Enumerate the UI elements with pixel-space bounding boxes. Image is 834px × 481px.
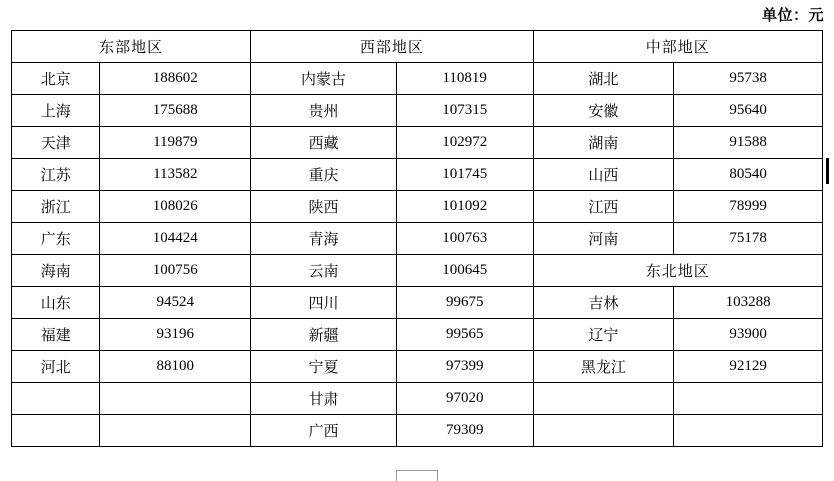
table-row [12,159,823,191]
northeast-value: 92129 [674,351,823,383]
west-value: 110819 [396,63,533,95]
central-name: 山西 [533,159,674,191]
east-name: 海南 [12,255,100,287]
central-filler [533,383,674,415]
central-filler [674,383,823,415]
east-name: 江苏 [12,159,100,191]
west-value: 99565 [396,319,533,351]
west-name: 陕西 [251,191,397,223]
regional-wage-table [11,30,823,447]
east-value: 88100 [100,351,251,383]
east-value: 94524 [100,287,251,319]
central-name: 江西 [533,191,674,223]
central-value: 95738 [674,63,823,95]
east-value: 100756 [100,255,251,287]
east-value: 104424 [100,223,251,255]
west-value: 101092 [396,191,533,223]
east-name: 浙江 [12,191,100,223]
table-row [12,127,823,159]
east-name: 河北 [12,351,100,383]
west-name: 新疆 [251,319,397,351]
table-row [12,287,823,319]
northeast-value: 103288 [674,287,823,319]
east-filler [100,415,251,447]
region-header-northeast: 东北地区 [533,255,822,287]
east-name: 福建 [12,319,100,351]
table-row [12,255,823,287]
central-filler [674,415,823,447]
central-name: 河南 [533,223,674,255]
northeast-value: 93900 [674,319,823,351]
east-value: 119879 [100,127,251,159]
west-value: 100763 [396,223,533,255]
central-value: 95640 [674,95,823,127]
table-row [12,319,823,351]
central-value: 80540 [674,159,823,191]
west-value: 100645 [396,255,533,287]
west-value: 102972 [396,127,533,159]
west-value: 101745 [396,159,533,191]
west-value: 97020 [396,383,533,415]
west-value: 99675 [396,287,533,319]
table-row [12,351,823,383]
table-row [12,191,823,223]
west-value: 79309 [396,415,533,447]
east-value: 188602 [100,63,251,95]
table-row [12,63,823,95]
east-name: 北京 [12,63,100,95]
central-name: 湖南 [533,127,674,159]
table-row [12,415,823,447]
table-row [12,95,823,127]
east-value: 113582 [100,159,251,191]
west-name: 内蒙古 [251,63,397,95]
central-value: 91588 [674,127,823,159]
east-name: 广东 [12,223,100,255]
region-header-west: 西部地区 [251,31,533,63]
unit-label: 单位：元 [761,8,824,24]
table-header-row [12,31,823,63]
table-row [12,383,823,415]
margin-tick-mark [826,158,829,184]
east-name: 山东 [12,287,100,319]
west-name: 重庆 [251,159,397,191]
east-value: 108026 [100,191,251,223]
east-value: 175688 [100,95,251,127]
east-name: 天津 [12,127,100,159]
west-name: 西藏 [251,127,397,159]
east-filler [100,383,251,415]
region-header-central: 中部地区 [533,31,822,63]
central-value: 78999 [674,191,823,223]
west-name: 四川 [251,287,397,319]
region-header-east: 东部地区 [12,31,251,63]
west-name: 青海 [251,223,397,255]
northeast-name: 黑龙江 [533,351,674,383]
west-name: 云南 [251,255,397,287]
northeast-name: 吉林 [533,287,674,319]
central-name: 湖北 [533,63,674,95]
east-name: 上海 [12,95,100,127]
east-value: 93196 [100,319,251,351]
west-name: 甘肃 [251,383,397,415]
table-row [12,223,823,255]
west-name: 宁夏 [251,351,397,383]
central-value: 75178 [674,223,823,255]
west-name: 贵州 [251,95,397,127]
east-filler [12,383,100,415]
west-value: 97399 [396,351,533,383]
east-filler [12,415,100,447]
west-value: 107315 [396,95,533,127]
northeast-name: 辽宁 [533,319,674,351]
page-bottom-mark [396,470,438,481]
central-name: 安徽 [533,95,674,127]
west-name: 广西 [251,415,397,447]
central-filler [533,415,674,447]
